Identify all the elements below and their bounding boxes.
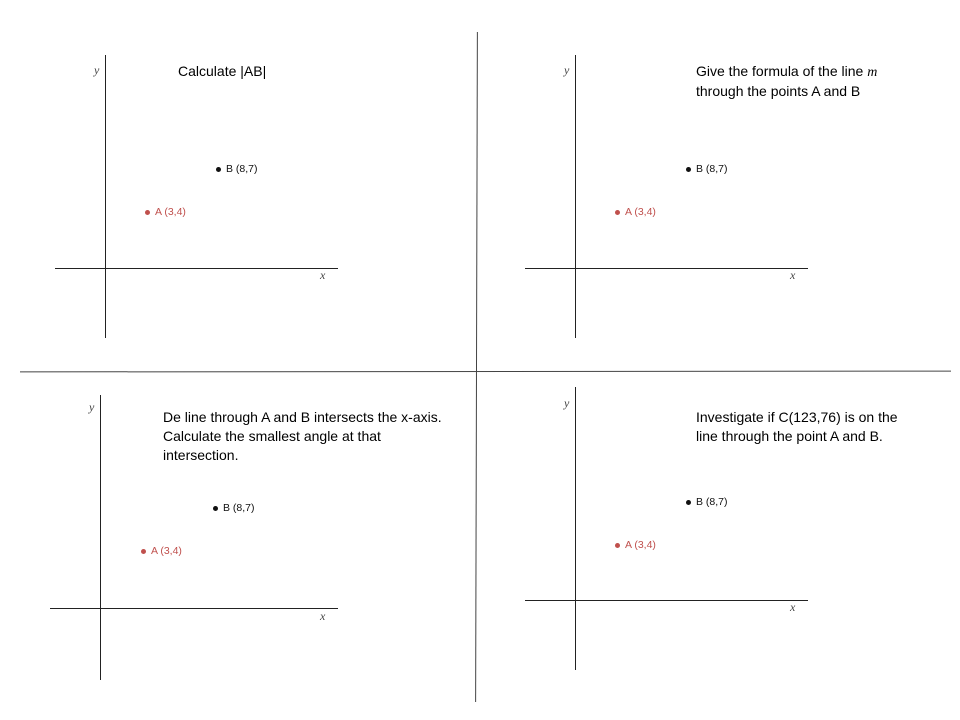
point-b <box>216 163 258 175</box>
point-b-label: B (8,7) <box>226 163 258 175</box>
point-b-label: B (8,7) <box>223 502 255 514</box>
point-b-marker <box>216 167 221 172</box>
point-b-marker <box>213 506 218 511</box>
vertical-divider <box>475 32 478 702</box>
point-a-marker <box>145 210 150 215</box>
question-text <box>696 62 877 101</box>
point-b-marker <box>686 167 691 172</box>
point-a-label: A (3,4) <box>625 539 656 551</box>
y-axis <box>100 395 101 680</box>
y-axis-label: y <box>564 63 570 77</box>
point-b-marker <box>686 500 691 505</box>
point-b <box>686 163 728 175</box>
point-b <box>686 496 728 508</box>
point-a <box>615 206 656 218</box>
x-axis <box>50 608 338 609</box>
point-b-label: B (8,7) <box>696 163 728 175</box>
question-text: Investigate if C(123,76) is on the line through the point A and B. <box>696 409 898 444</box>
point-a-label: A (3,4) <box>625 206 656 218</box>
y-axis-label: y <box>564 396 570 410</box>
point-b <box>213 502 255 514</box>
question-line-2: through the points A and B <box>696 83 861 99</box>
point-a-marker <box>615 210 620 215</box>
point-a <box>615 539 656 551</box>
point-b-label: B (8,7) <box>696 496 728 508</box>
point-a-label: A (3,4) <box>151 545 182 557</box>
x-axis-label: x <box>790 600 796 614</box>
point-a <box>141 545 182 557</box>
question-text: Calculate |AB| <box>178 63 267 79</box>
x-axis-label: x <box>790 268 796 282</box>
question-text: De line through A and B intersects the x-axis. Calculate the smallest angle at that intersection. <box>163 409 442 463</box>
horizontal-divider <box>20 371 951 373</box>
x-axis <box>55 268 338 269</box>
y-axis-label: y <box>94 63 100 77</box>
x-axis <box>525 600 808 601</box>
y-axis <box>105 55 106 338</box>
x-axis-label: x <box>320 268 326 282</box>
y-axis <box>575 387 576 670</box>
y-axis-label: y <box>89 400 95 414</box>
point-a-marker <box>141 549 146 554</box>
y-axis <box>575 55 576 338</box>
point-a-label: A (3,4) <box>155 206 186 218</box>
point-a <box>145 206 186 218</box>
line-variable: m <box>867 65 878 80</box>
question-line-1: Give the formula of the line <box>696 63 868 79</box>
x-axis-label: x <box>320 609 326 623</box>
point-a-marker <box>615 543 620 548</box>
x-axis <box>525 268 808 269</box>
